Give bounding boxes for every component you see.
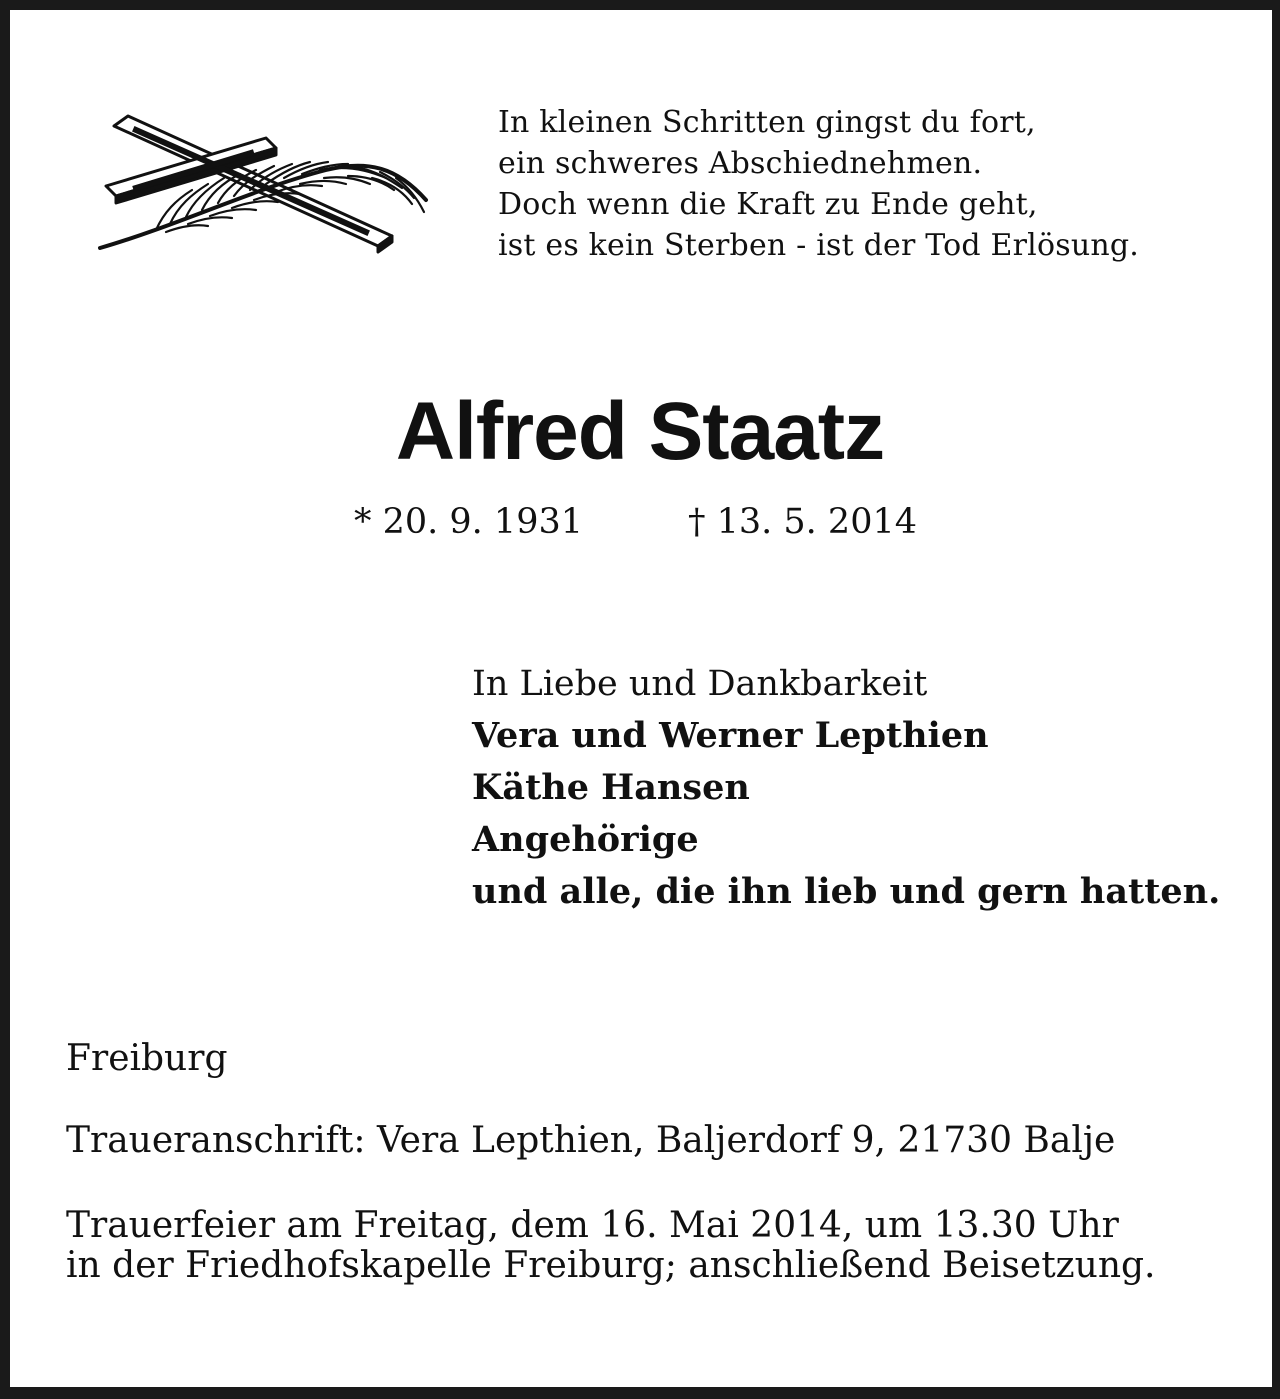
- ceremony-line: in der Friedhofskapelle Freiburg; anschließend Beisetzung.: [66, 1245, 1156, 1286]
- condolence-address: Traueranschrift: Vera Lepthien, Baljerdorf 9, 21730 Balje: [66, 1120, 1116, 1161]
- funeral-ceremony-info: [66, 1206, 1156, 1286]
- deceased-name: Alfred Staatz: [395, 386, 885, 477]
- mourners-block: [472, 658, 1220, 918]
- birth-date: * 20. 9. 1931: [354, 502, 584, 542]
- mourner-name: Käthe Hansen: [472, 767, 750, 808]
- mourners-intro: In Liebe und Dankbarkeit: [472, 664, 928, 704]
- cross-with-palm-branch-icon: [96, 108, 436, 268]
- mourner-name: Vera und Werner Lepthien: [472, 715, 989, 756]
- mourner-name: und alle, die ihn lieb und gern hatten.: [472, 871, 1221, 912]
- memorial-poem: [498, 102, 1139, 266]
- poem-line: In kleinen Schritten gingst du fort,: [498, 105, 1036, 140]
- place-of-residence: Freiburg: [66, 1038, 228, 1079]
- poem-line: Doch wenn die Kraft zu Ende geht,: [498, 187, 1038, 222]
- mourner-name: Angehörige: [472, 819, 699, 860]
- poem-line: ist es kein Sterben - ist der Tod Erlösung.: [498, 228, 1140, 263]
- ceremony-line: Trauerfeier am Freitag, dem 16. Mai 2014, um 13.30 Uhr: [66, 1205, 1119, 1246]
- death-date: † 13. 5. 2014: [688, 502, 918, 542]
- poem-line: ein schweres Abschiednehmen.: [498, 146, 983, 181]
